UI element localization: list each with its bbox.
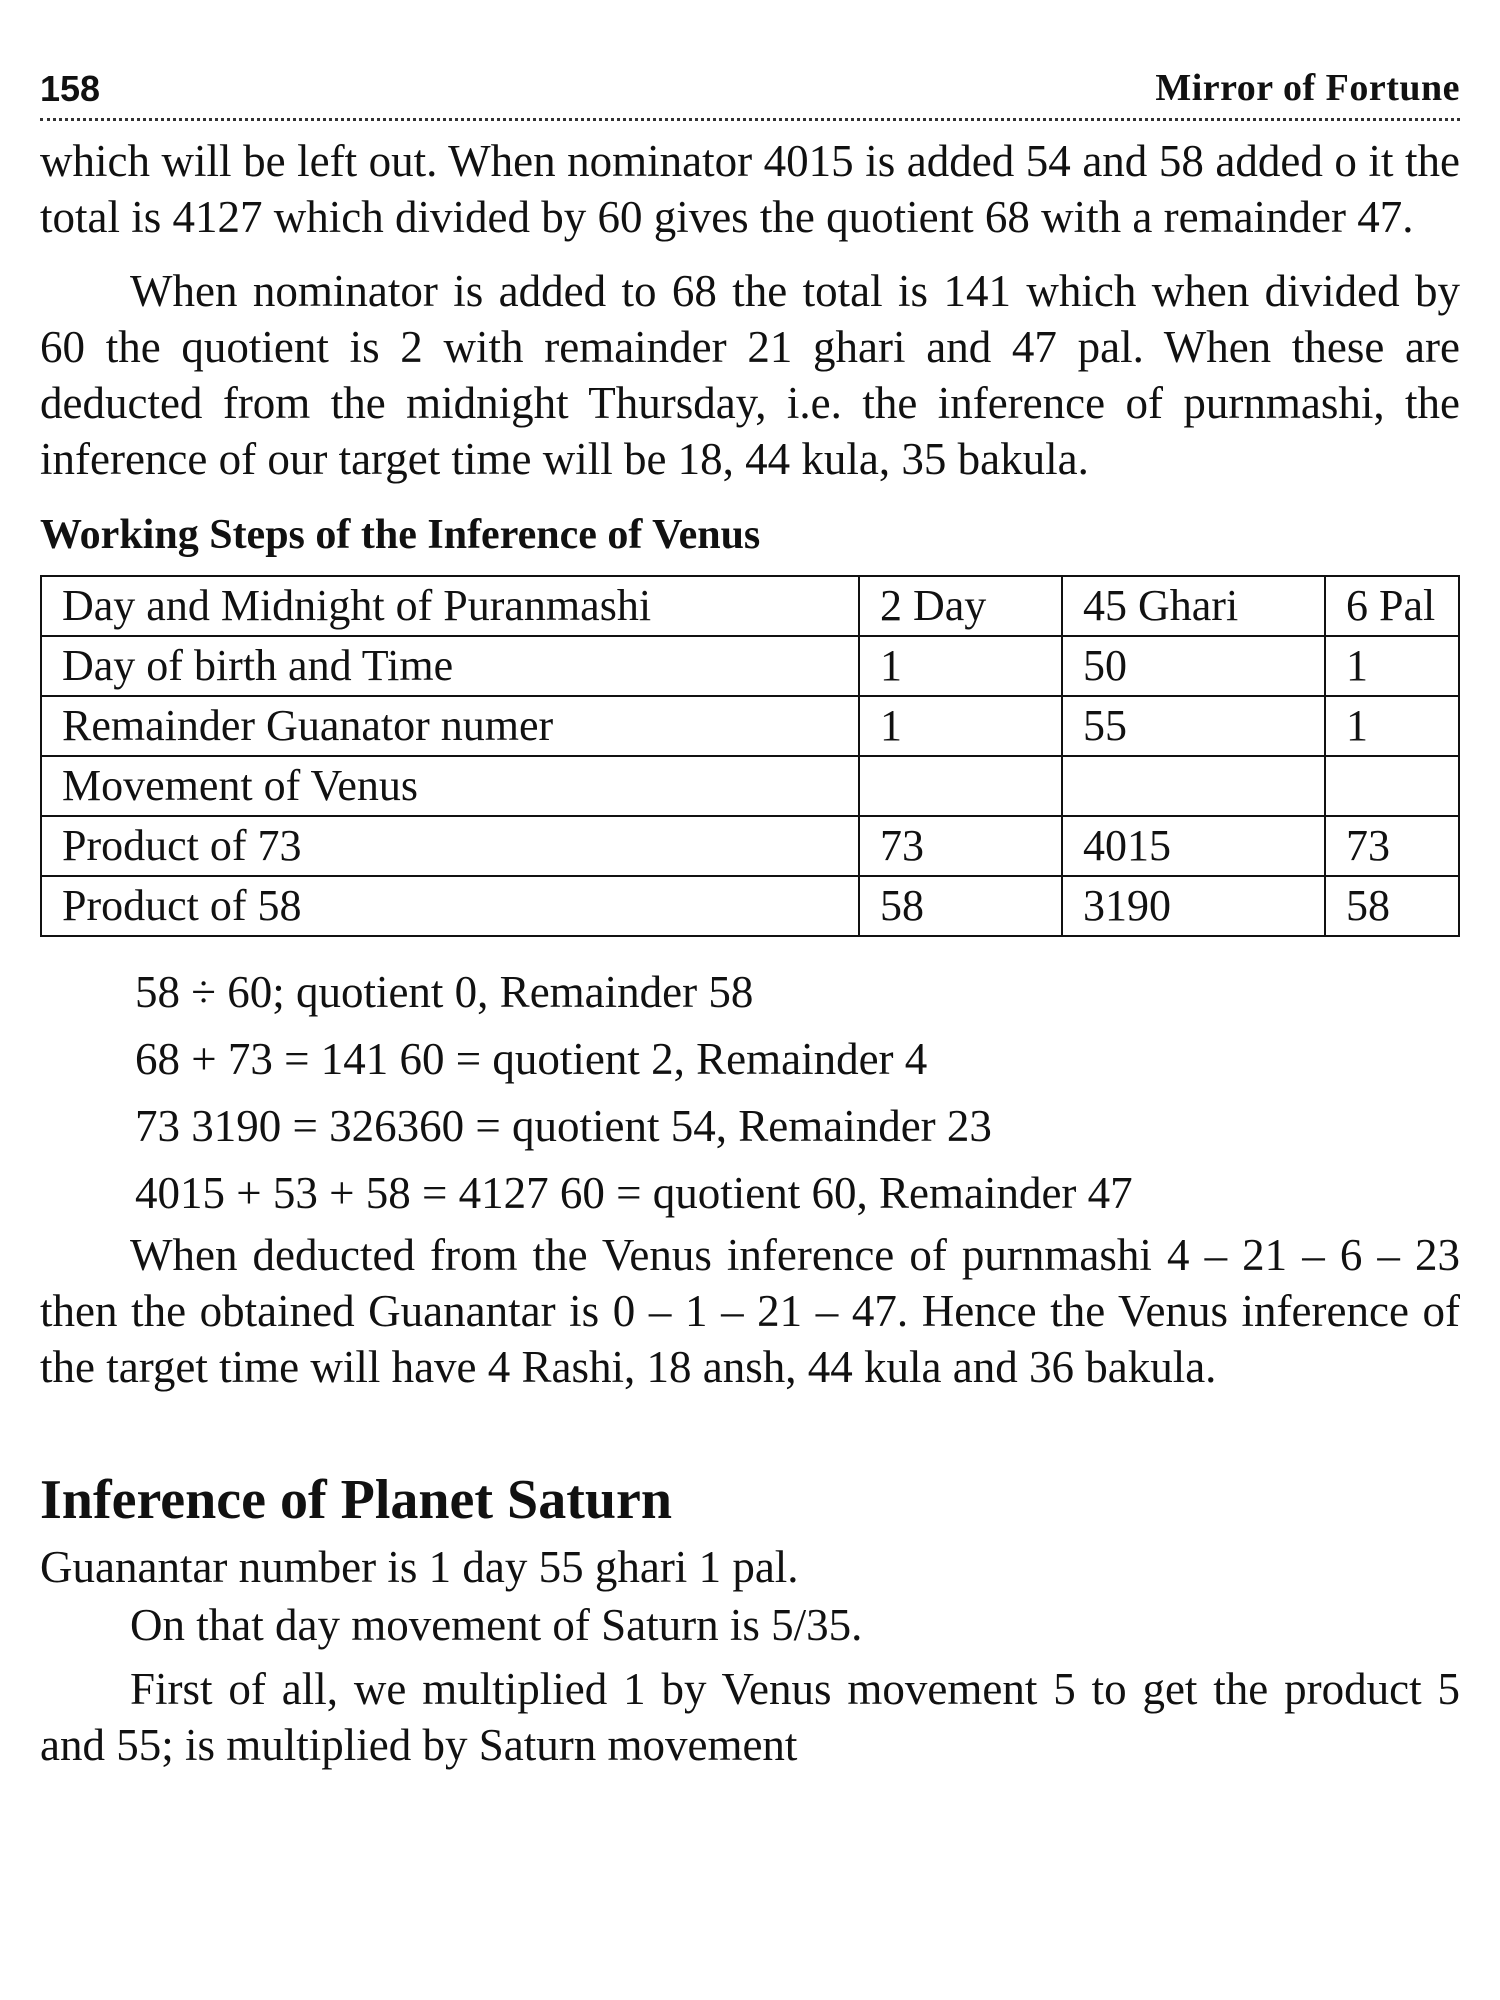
table-cell: 6 Pal xyxy=(1325,576,1459,636)
steps-heading: Working Steps of the Inference of Venus xyxy=(40,512,761,558)
calculation-line: 4015 + 53 + 58 = 4127 60 = quotient 60, Remainder 47 xyxy=(135,1168,1133,1218)
page xyxy=(40,60,1460,1773)
paragraph-nominator: When nominator is added to 68 the total is 141 which when divided by 60 the quotient is 2 with remainder 21 ghari and 47 pal. When these are deducted from the midnight Thursday, i.e. the inference of purnmashi, the inference of our target time will be 18, 44 kula, 35 bakula. xyxy=(40,266,1460,484)
table-row xyxy=(41,696,1459,756)
table-cell: 4015 xyxy=(1062,816,1325,876)
table-cell: 58 xyxy=(859,876,1062,936)
table-cell xyxy=(1325,756,1459,816)
table-cell: Day of birth and Time xyxy=(41,636,859,696)
table-cell: Product of 58 xyxy=(41,876,859,936)
paragraph-continuation: which will be left out. When nominator 4015 is added 54 and 58 added o it the total is 4127 which divided by 60 gives the quotient 68 with a remainder 47. xyxy=(40,136,1460,242)
table-cell: 50 xyxy=(1062,636,1325,696)
venus-conclusion: When deducted from the Venus inference of purnmashi 4 – 21 – 6 – 23 then the obtained Guanantar is 0 – 1 – 21 – 47. Hence the Venus inference of the target time will have 4 Rashi, 18 ansh, 44 kula and 36 bakula. xyxy=(40,1230,1460,1392)
table-cell: 1 xyxy=(1325,696,1459,756)
saturn-paragraph: On that day movement of Saturn is 5/35. xyxy=(130,1600,863,1650)
table-cell: Movement of Venus xyxy=(41,756,859,816)
table-cell: 55 xyxy=(1062,696,1325,756)
table-cell: 1 xyxy=(859,636,1062,696)
page-header xyxy=(40,60,1460,110)
table-cell: 73 xyxy=(1325,816,1459,876)
running-title: Mirror of Fortune xyxy=(1155,67,1460,109)
table-cell: 58 xyxy=(1325,876,1459,936)
page-number: 158 xyxy=(40,68,101,109)
table-cell: 1 xyxy=(1325,636,1459,696)
table-row xyxy=(41,876,1459,936)
table-cell: Remainder Guanator numer xyxy=(41,696,859,756)
saturn-paragraph: Guanantar number is 1 day 55 ghari 1 pal. xyxy=(40,1542,799,1592)
calculation-line: 58 ÷ 60; quotient 0, Remainder 58 xyxy=(135,967,754,1017)
table-cell: Product of 73 xyxy=(41,816,859,876)
table-cell xyxy=(859,756,1062,816)
section-heading-saturn: Inference of Planet Saturn xyxy=(40,1469,672,1531)
table-cell: 1 xyxy=(859,696,1062,756)
calculation-line: 68 + 73 = 141 60 = quotient 2, Remainder 4 xyxy=(135,1034,928,1084)
venus-steps-table-body xyxy=(41,576,1459,936)
table-row xyxy=(41,576,1459,636)
table-cell: 45 Ghari xyxy=(1062,576,1325,636)
calculation-line: 73 3190 = 326360 = quotient 54, Remainder 23 xyxy=(135,1101,992,1151)
table-cell: 3190 xyxy=(1062,876,1325,936)
header-divider xyxy=(40,118,1460,121)
saturn-paragraph: First of all, we multiplied 1 by Venus movement 5 to get the product 5 and 55; is multiplied by Saturn movement xyxy=(40,1664,1460,1770)
table-cell: 2 Day xyxy=(859,576,1062,636)
table-cell xyxy=(1062,756,1325,816)
table-row xyxy=(41,756,1459,816)
table-row xyxy=(41,816,1459,876)
table-row xyxy=(41,636,1459,696)
venus-steps-table xyxy=(40,575,1460,937)
table-cell: Day and Midnight of Puranmashi xyxy=(41,576,859,636)
table-cell: 73 xyxy=(859,816,1062,876)
calculation-block xyxy=(40,959,1460,1227)
